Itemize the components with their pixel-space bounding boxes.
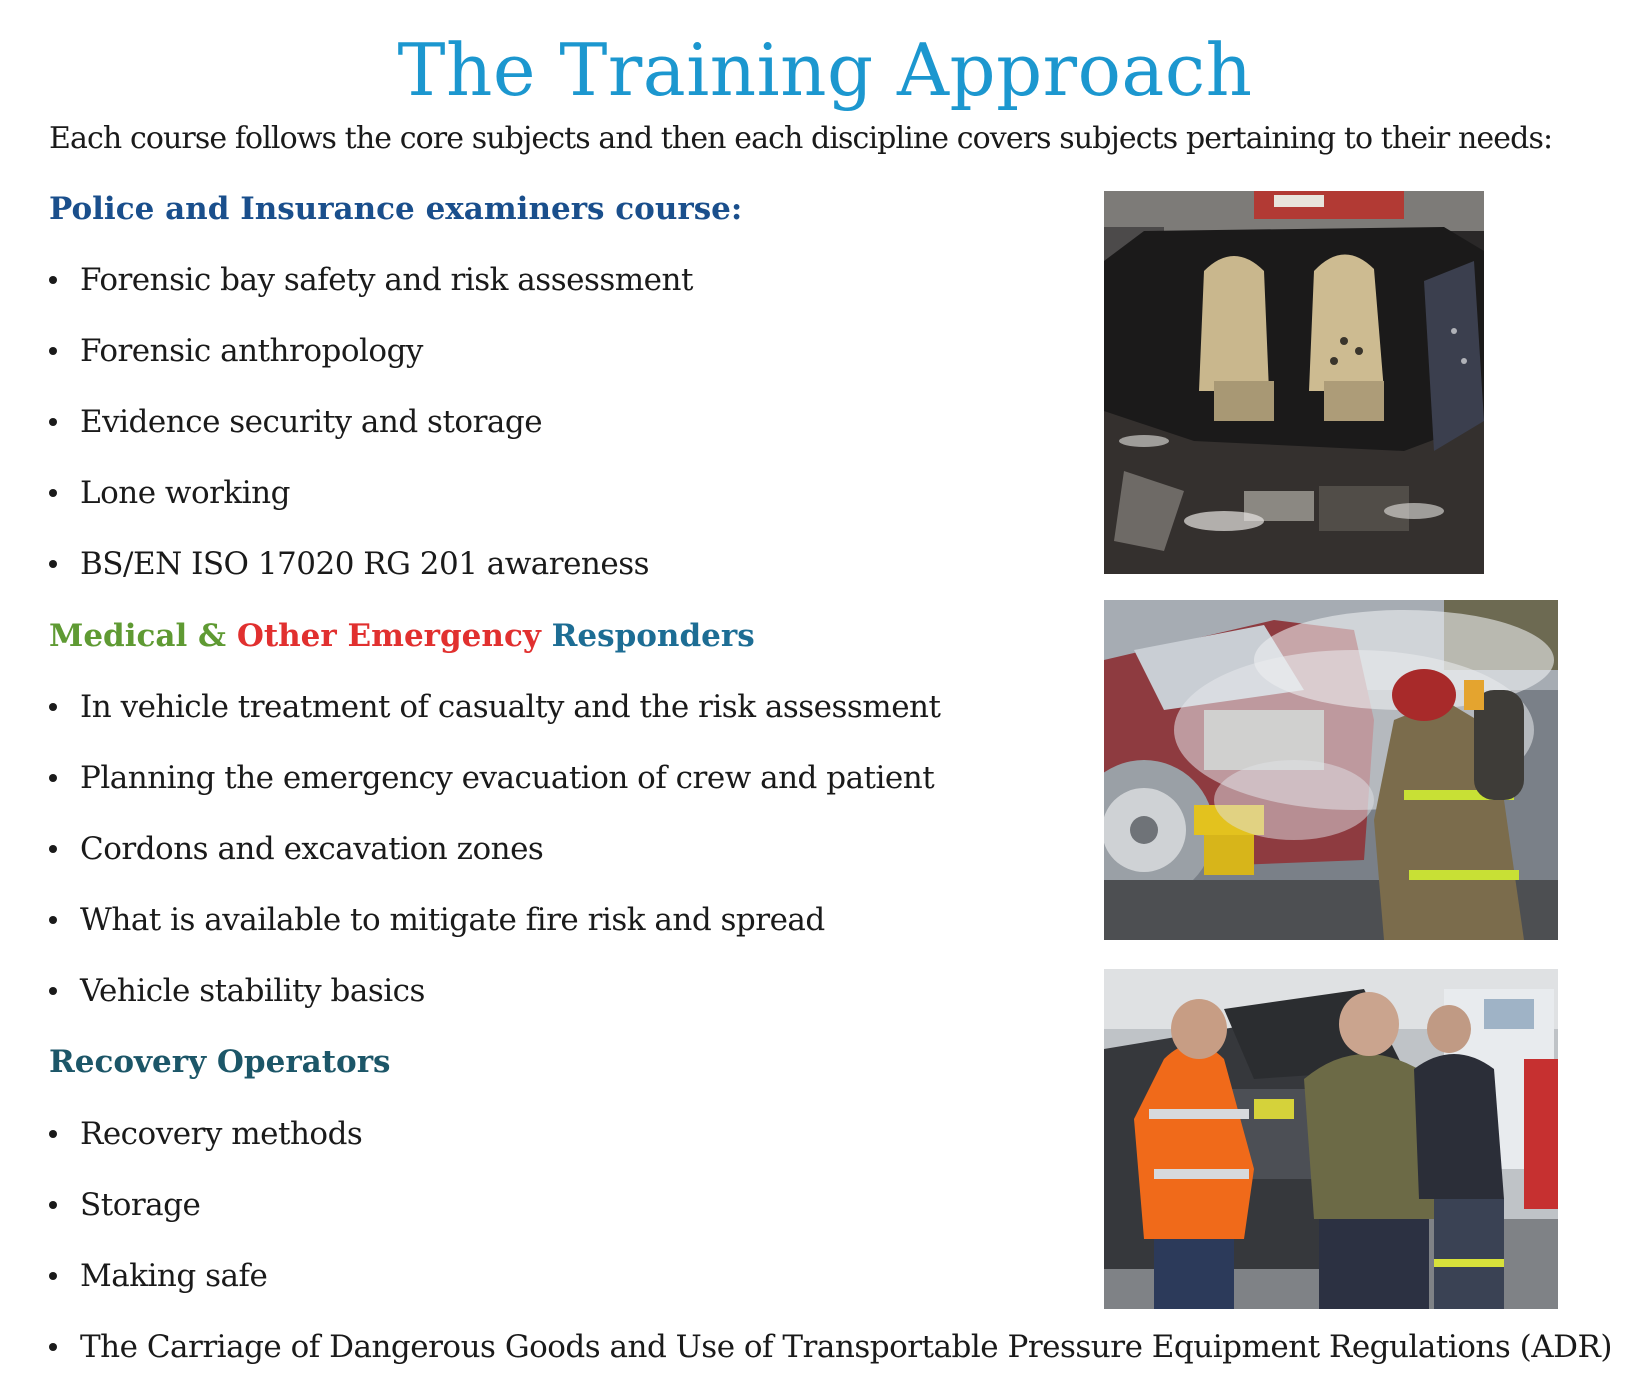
bullet-icon [49,347,57,355]
list-item-text: Cordons and excavation zones [80,831,544,867]
heading-part-other-emergency: Other Emergency [236,618,541,654]
bullet-icon [49,916,57,924]
bullet-icon [49,560,57,568]
list-item [49,471,693,542]
list-item-text: The Carriage of Dangerous Goods and Use of Transportable Pressure Equipment Regulations (ADR) [80,1329,1612,1365]
list-item-text: Evidence security and storage [80,404,543,440]
bullet-icon [49,276,57,284]
list-item-text: Lone working [80,475,290,511]
police-section-heading: Police and Insurance examiners course: [49,191,743,227]
burned-car-photo [1104,191,1484,574]
firefighter-vehicle-photo [1104,600,1558,940]
bullet-icon [49,1343,57,1351]
medical-section-heading [49,614,755,658]
list-item-text: Making safe [80,1258,268,1294]
bullet-icon [49,845,57,853]
list-item [49,756,940,827]
list-item-text: Forensic bay safety and risk assessment [80,262,693,298]
bullet-icon [49,774,57,782]
list-item-text: Forensic anthropology [80,333,423,369]
page-title: The Training Approach [397,28,1253,112]
list-item [49,685,940,756]
bullet-icon [49,418,57,426]
list-item [49,258,693,329]
list-item-text: Vehicle stability basics [80,973,425,1009]
bullet-icon [49,1130,57,1138]
list-item-text: Recovery methods [80,1116,363,1152]
list-item [49,969,940,1040]
police-topic-list [49,258,693,613]
recovery-section-heading: Recovery Operators [49,1044,391,1080]
bullet-icon [49,1201,57,1209]
list-item-text: Planning the emergency evacuation of crew and patient [80,760,935,796]
list-item [49,1325,1612,1396]
heading-part-medical: Medical & [49,618,237,654]
bullet-icon [49,987,57,995]
intro-paragraph: Each course follows the core subjects and then each discipline covers subjects pertaining to their needs: [49,121,1553,156]
list-item [49,827,940,898]
list-item [49,542,693,613]
recovery-workshop-photo [1104,969,1558,1309]
list-item-text: Storage [80,1187,201,1223]
list-item [49,329,693,400]
list-item [49,400,693,471]
heading-part-responders: Responders [540,618,755,654]
list-item-text: In vehicle treatment of casualty and the risk assessment [80,689,941,725]
bullet-icon [49,1272,57,1280]
list-item [49,898,940,969]
bullet-icon [49,703,57,711]
bullet-icon [49,489,57,497]
medical-topic-list [49,685,940,1040]
list-item-text: What is available to mitigate fire risk and spread [80,902,825,938]
list-item-text: BS/EN ISO 17020 RG 201 awareness [80,546,650,582]
